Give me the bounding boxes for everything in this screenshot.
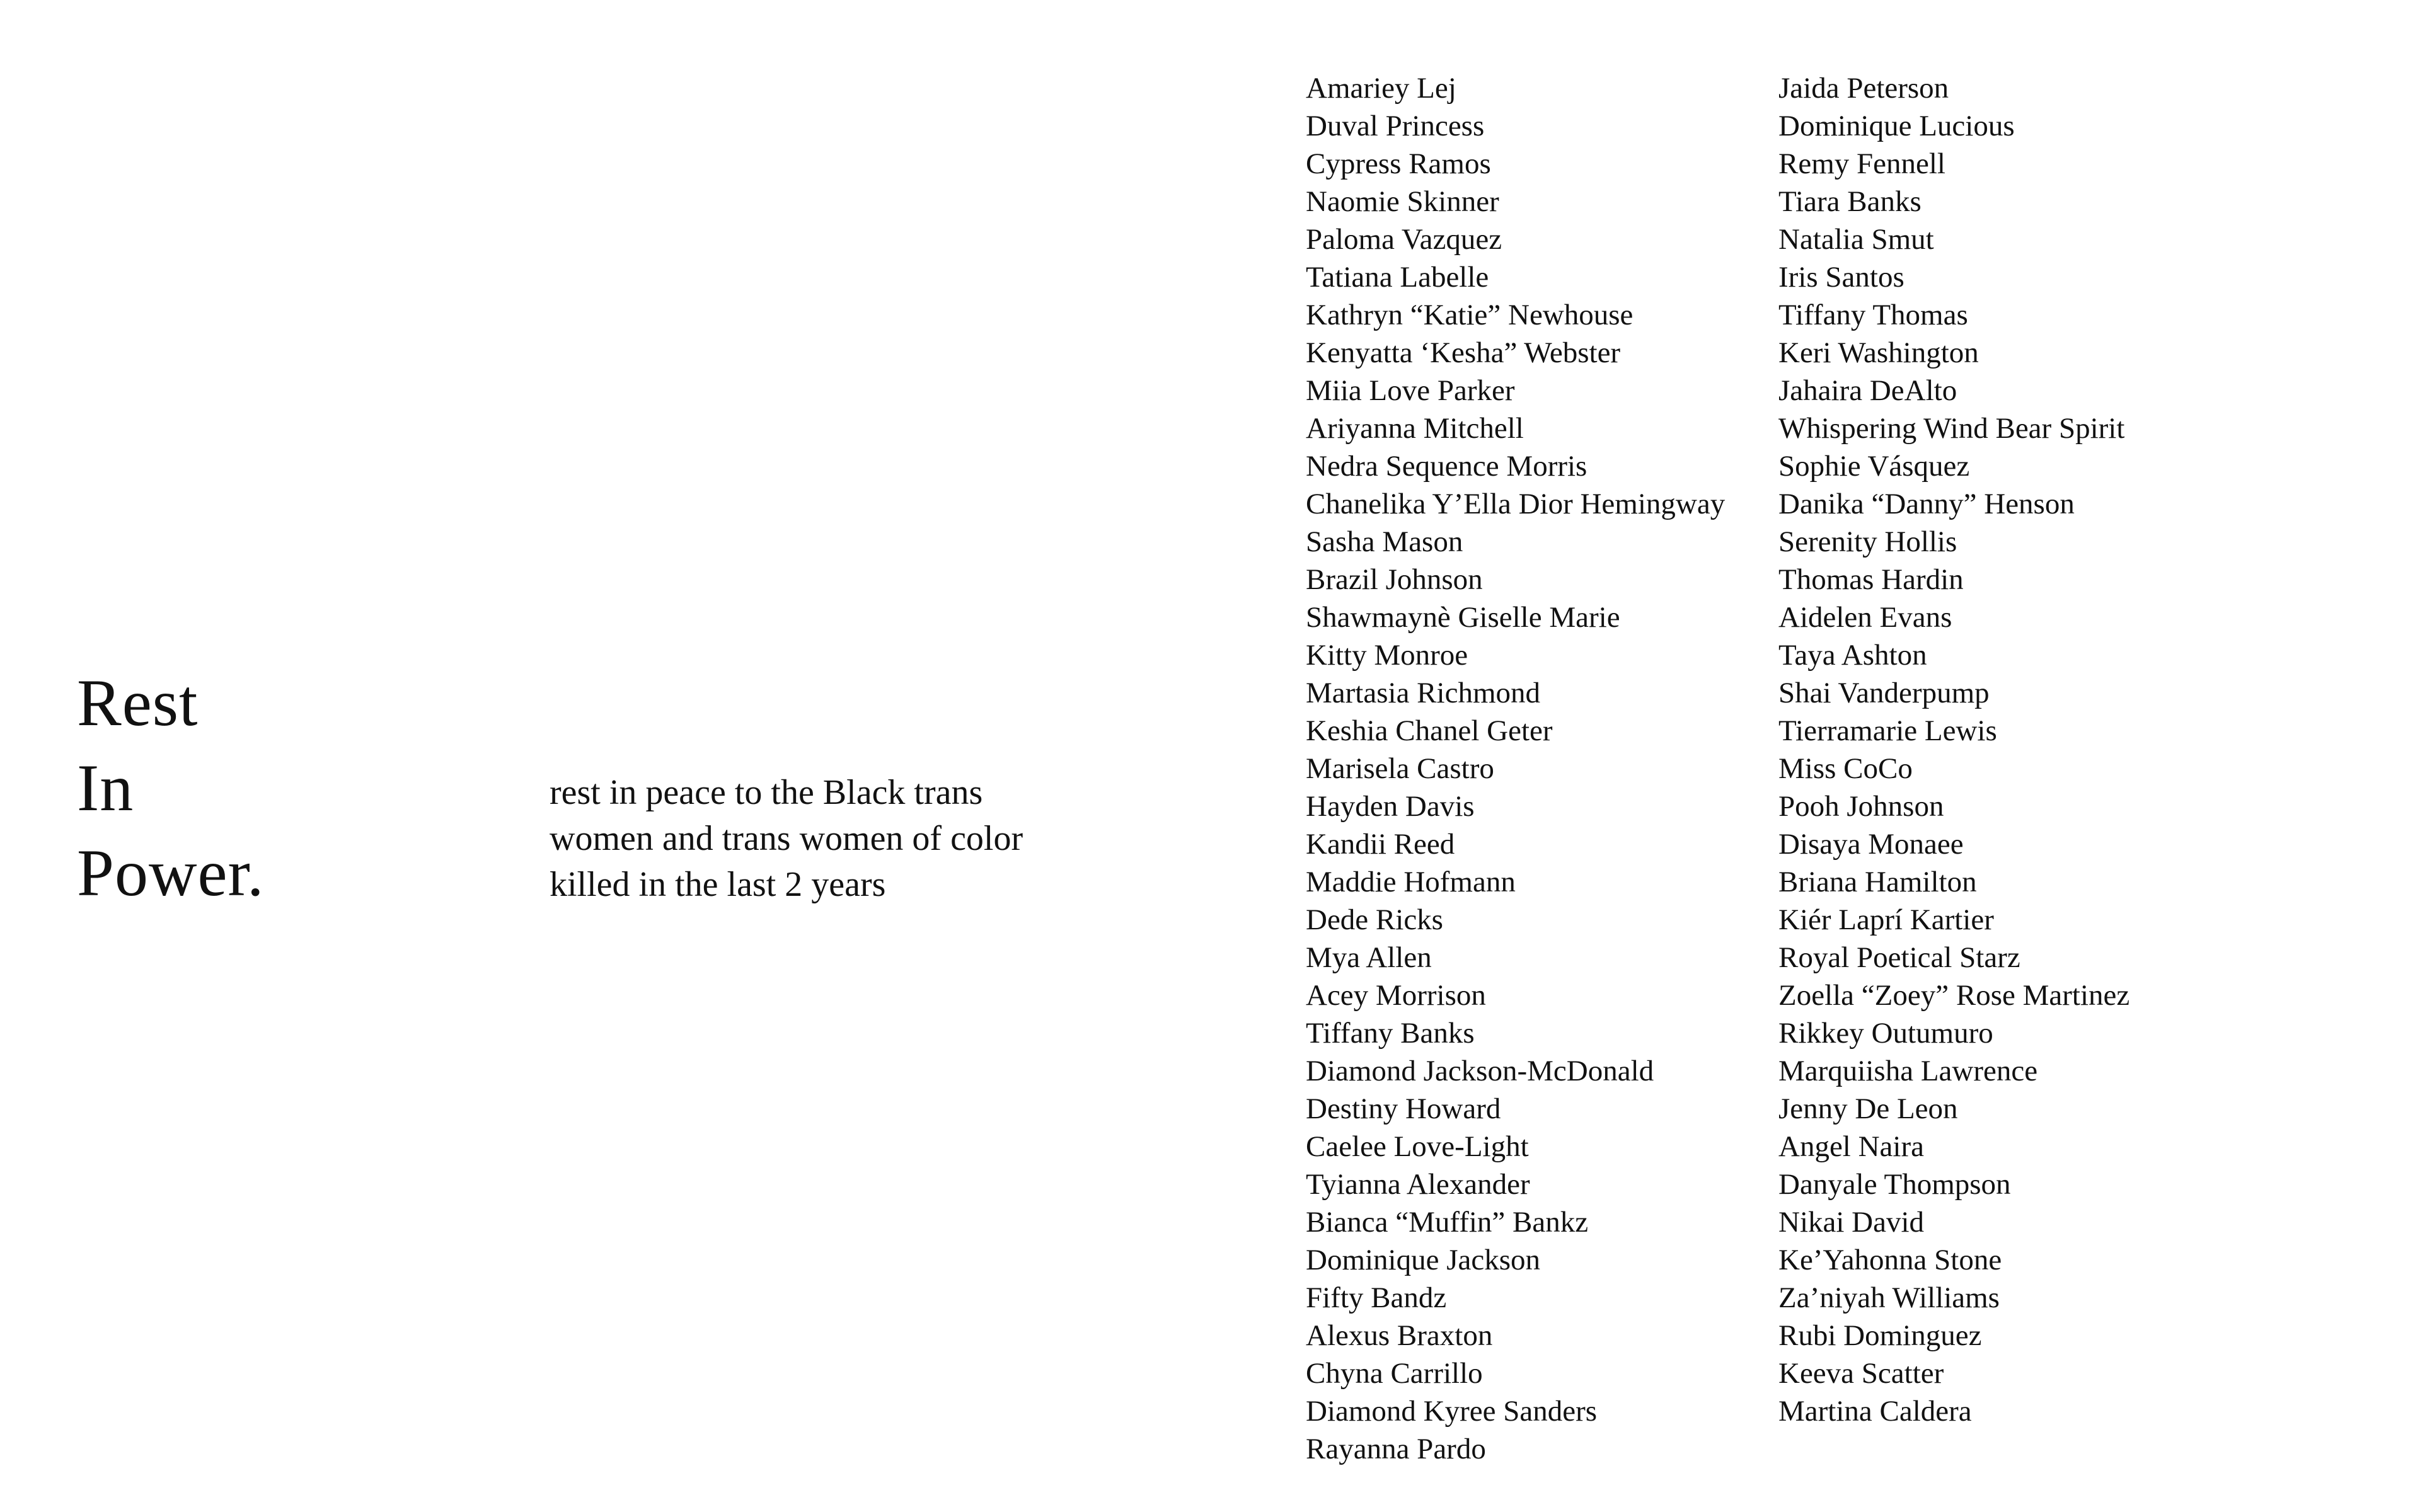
name-list-item: Iris Santos [1778, 261, 1904, 294]
name-list-item: Dominique Lucious [1778, 110, 2015, 142]
name-list-item: Royal Poetical Starz [1778, 941, 2020, 974]
name-list-item: Miia Love Parker [1306, 374, 1515, 407]
name-list-item: Amariey Lej [1306, 72, 1456, 105]
name-list-item: Dominique Jackson [1306, 1244, 1541, 1276]
name-list-item: Aidelen Evans [1778, 601, 1952, 634]
name-list-item: Jahaira DeAlto [1778, 374, 1957, 407]
page-title [77, 660, 265, 915]
title-line-rest: Rest [77, 666, 199, 740]
title-line-in: In [77, 751, 134, 825]
name-list-item: Kitty Monroe [1306, 639, 1468, 672]
name-list-item: Keeva Scatter [1778, 1357, 1944, 1390]
name-list-item: Marisela Castro [1306, 752, 1494, 785]
name-list-item: Mya Allen [1306, 941, 1432, 974]
name-list-item: Pooh Johnson [1778, 790, 1944, 823]
dedication-line: killed in the last 2 years [550, 865, 886, 904]
name-list-item: Thomas Hardin [1778, 563, 1964, 596]
name-list-item: Za’niyah Williams [1778, 1281, 2000, 1314]
name-list-item: Tiffany Thomas [1778, 299, 1968, 331]
name-list-item: Martasia Richmond [1306, 677, 1541, 709]
name-list-item: Paloma Vazquez [1306, 223, 1502, 256]
name-list-item: Rubi Dominguez [1778, 1319, 1982, 1352]
name-list-item: Nikai David [1778, 1206, 1925, 1239]
name-list-item: Diamond Jackson-McDonald [1306, 1055, 1654, 1087]
name-list-item: Remy Fennell [1778, 147, 1945, 180]
name-list-item: Angel Naira [1778, 1130, 1924, 1163]
name-list-item: Brazil Johnson [1306, 563, 1483, 596]
name-list-item: Ariyanna Mitchell [1306, 412, 1524, 445]
name-list-item: Cypress Ramos [1306, 147, 1491, 180]
name-list-item: Danika “Danny” Henson [1778, 488, 2075, 520]
dedication-line: women and trans women of color [550, 819, 1023, 858]
name-list-item: Naomie Skinner [1306, 185, 1499, 218]
name-list-item: Martina Caldera [1778, 1395, 1972, 1428]
name-list-item: Kiér Laprí Kartier [1778, 903, 1994, 936]
name-list-item: Miss CoCo [1778, 752, 1913, 785]
dedication-line: rest in peace to the Black trans [550, 773, 983, 812]
name-list-item: Hayden Davis [1306, 790, 1475, 823]
name-list-item: Diamond Kyree Sanders [1306, 1395, 1598, 1428]
name-list-item: Kathryn “Katie” Newhouse [1306, 299, 1634, 331]
name-list-item: Disaya Monaee [1778, 828, 1964, 861]
name-list-item: Rikkey Outumuro [1778, 1017, 1993, 1050]
name-list-item: Kenyatta ‘Kesha” Webster [1306, 336, 1621, 369]
name-list-item: Caelee Love-Light [1306, 1130, 1529, 1163]
name-list-item: Tiffany Banks [1306, 1017, 1475, 1050]
name-list-item: Keshia Chanel Geter [1306, 714, 1553, 747]
name-list-item: Zoella “Zoey” Rose Martinez [1778, 979, 2130, 1012]
dedication-text [550, 770, 1117, 908]
name-list-item: Alexus Braxton [1306, 1319, 1493, 1352]
name-list-item: Marquiisha Lawrence [1778, 1055, 2038, 1087]
name-list-item: Danyale Thompson [1778, 1168, 2011, 1201]
name-list-item: Kandii Reed [1306, 828, 1455, 861]
name-list-item: Chyna Carrillo [1306, 1357, 1483, 1390]
title-line-power: Power. [77, 836, 265, 910]
name-list-item: Duval Princess [1306, 110, 1485, 142]
name-list-item: Destiny Howard [1306, 1092, 1501, 1125]
name-list-item: Sophie Vásquez [1778, 450, 1970, 483]
name-list-item: Shawmaynè Giselle Marie [1306, 601, 1620, 634]
name-list-item: Tyianna Alexander [1306, 1168, 1530, 1201]
name-list-item: Tatiana Labelle [1306, 261, 1489, 294]
name-list-item: Briana Hamilton [1778, 866, 1977, 898]
name-list-item: Maddie Hofmann [1306, 866, 1516, 898]
name-list-item: Fifty Bandz [1306, 1281, 1447, 1314]
name-list-item: Tiara Banks [1778, 185, 1922, 218]
name-list-item: Nedra Sequence Morris [1306, 450, 1587, 483]
names-column-2 [1778, 69, 2129, 1430]
name-list-item: Sasha Mason [1306, 525, 1463, 558]
name-list-item: Dede Ricks [1306, 903, 1443, 936]
name-list-item: Whispering Wind Bear Spirit [1778, 412, 2125, 445]
name-list-item: Bianca “Muffin” Bankz [1306, 1206, 1589, 1239]
name-list-item: Tierramarie Lewis [1778, 714, 1997, 747]
name-list-item: Chanelika Y’Ella Dior Hemingway [1306, 488, 1726, 520]
name-list-item: Rayanna Pardo [1306, 1433, 1486, 1465]
name-list-item: Jenny De Leon [1778, 1092, 1958, 1125]
name-list-item: Jaida Peterson [1778, 72, 1949, 105]
name-list-item: Ke’Yahonna Stone [1778, 1244, 2002, 1276]
name-list-item: Taya Ashton [1778, 639, 1927, 672]
name-list-item: Keri Washington [1778, 336, 1979, 369]
name-list-item: Shai Vanderpump [1778, 677, 1990, 709]
name-list-item: Serenity Hollis [1778, 525, 1957, 558]
names-column-1 [1306, 69, 1725, 1468]
name-list-item: Natalia Smut [1778, 223, 1934, 256]
name-list-item: Acey Morrison [1306, 979, 1486, 1012]
